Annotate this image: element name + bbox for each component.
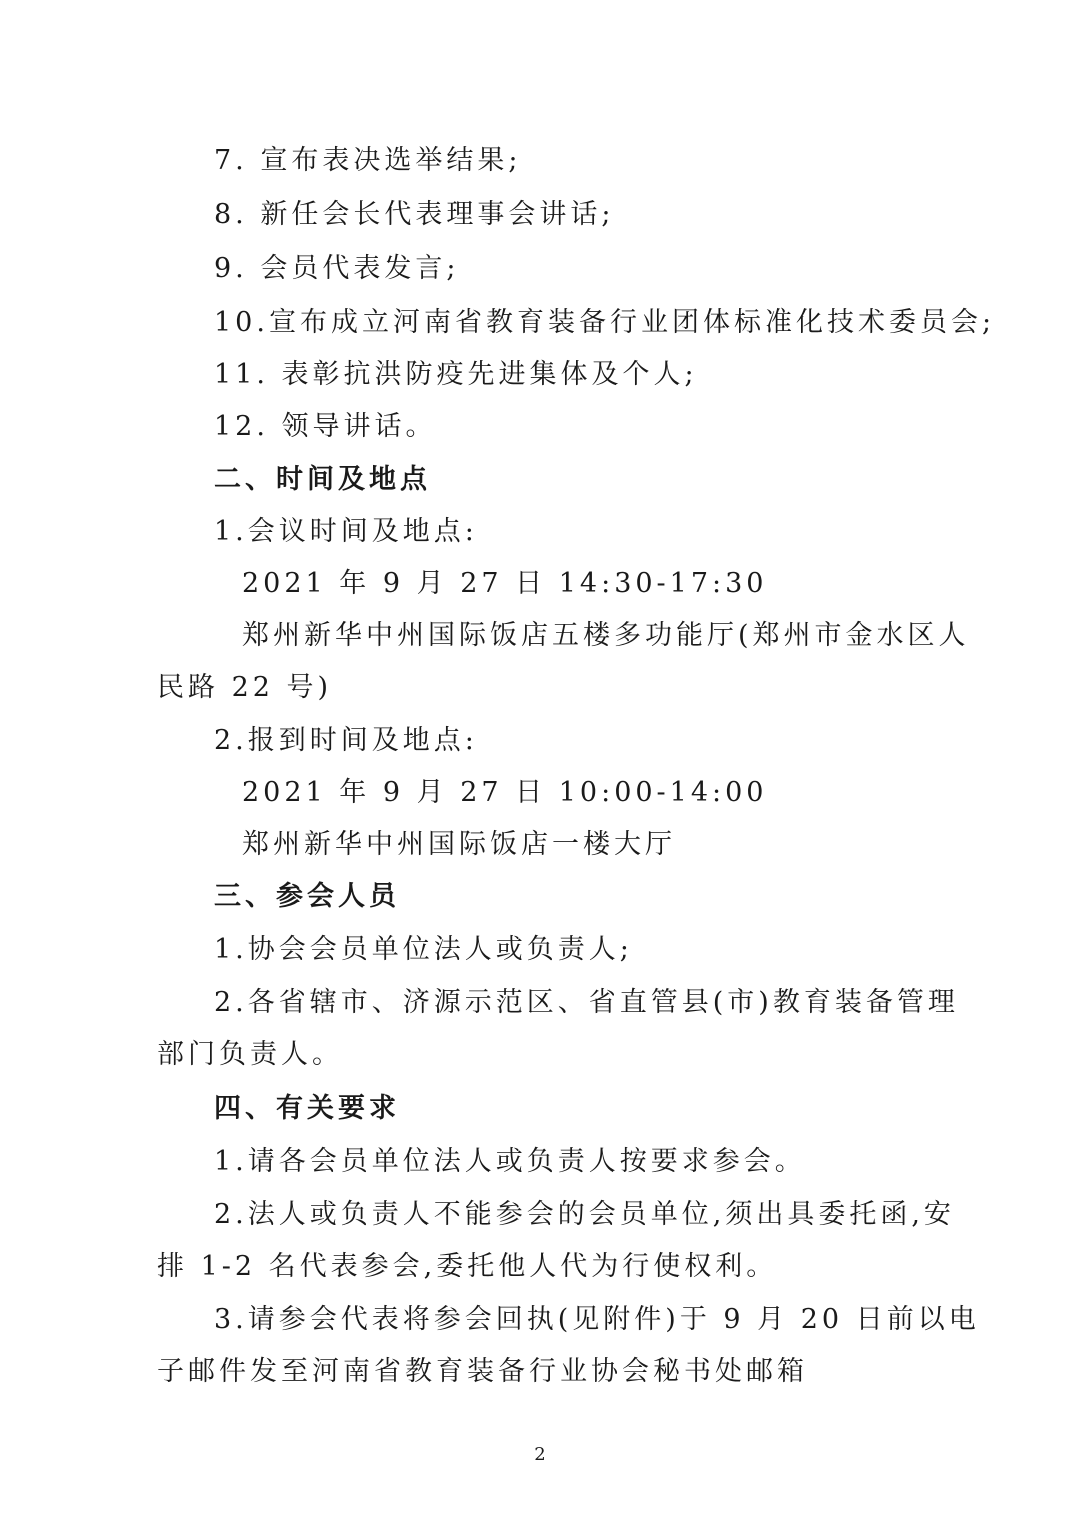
agenda-item-11: 11. 表彰抗洪防疫先进集体及个人;	[214, 359, 698, 390]
meeting-venue-line1: 郑州新华中州国际饭店五楼多功能厅(郑州市金水区人	[242, 620, 970, 651]
section-heading-requirements: 四、有关要求	[214, 1093, 400, 1124]
meeting-time: 2021 年 9 月 27 日 14:30-17:30	[242, 568, 768, 599]
agenda-item-7: 7. 宣布表决选举结果;	[214, 145, 522, 176]
agenda-item-10: 10.宣布成立河南省教育装备行业团体标准化技术委员会;	[214, 307, 996, 338]
checkin-venue: 郑州新华中州国际饭店一楼大厅	[242, 829, 676, 860]
attendee-item-2-line2: 部门负责人。	[157, 1039, 343, 1070]
page-number: 2	[534, 1444, 546, 1465]
meeting-venue-line2: 民路 22 号)	[157, 672, 333, 703]
requirement-item-3-line2: 子邮件发至河南省教育装备行业协会秘书处邮箱	[157, 1356, 808, 1387]
agenda-item-8: 8. 新任会长代表理事会讲话;	[214, 199, 615, 230]
agenda-item-9: 9. 会员代表发言;	[214, 253, 460, 284]
checkin-time-place-label: 2.报到时间及地点:	[214, 725, 478, 756]
attendee-item-2-line1: 2.各省辖市、济源示范区、省直管县(市)教育装备管理	[214, 987, 959, 1018]
attendee-item-1: 1.协会会员单位法人或负责人;	[214, 934, 633, 965]
checkin-time: 2021 年 9 月 27 日 10:00-14:00	[242, 777, 768, 808]
requirement-item-3-line1: 3.请参会代表将参会回执(见附件)于 9 月 20 日前以电	[214, 1304, 980, 1335]
agenda-item-12: 12. 领导讲话。	[214, 411, 437, 442]
meeting-time-place-label: 1.会议时间及地点:	[214, 516, 478, 547]
requirement-item-2-line1: 2.法人或负责人不能参会的会员单位,须出具委托函,安	[214, 1199, 955, 1230]
requirement-item-1: 1.请各会员单位法人或负责人按要求参会。	[214, 1146, 806, 1177]
section-heading-attendees: 三、参会人员	[214, 881, 400, 912]
section-heading-time-place: 二、时间及地点	[214, 464, 431, 495]
requirement-item-2-line2: 排 1-2 名代表参会,委托他人代为行使权利。	[157, 1251, 778, 1282]
